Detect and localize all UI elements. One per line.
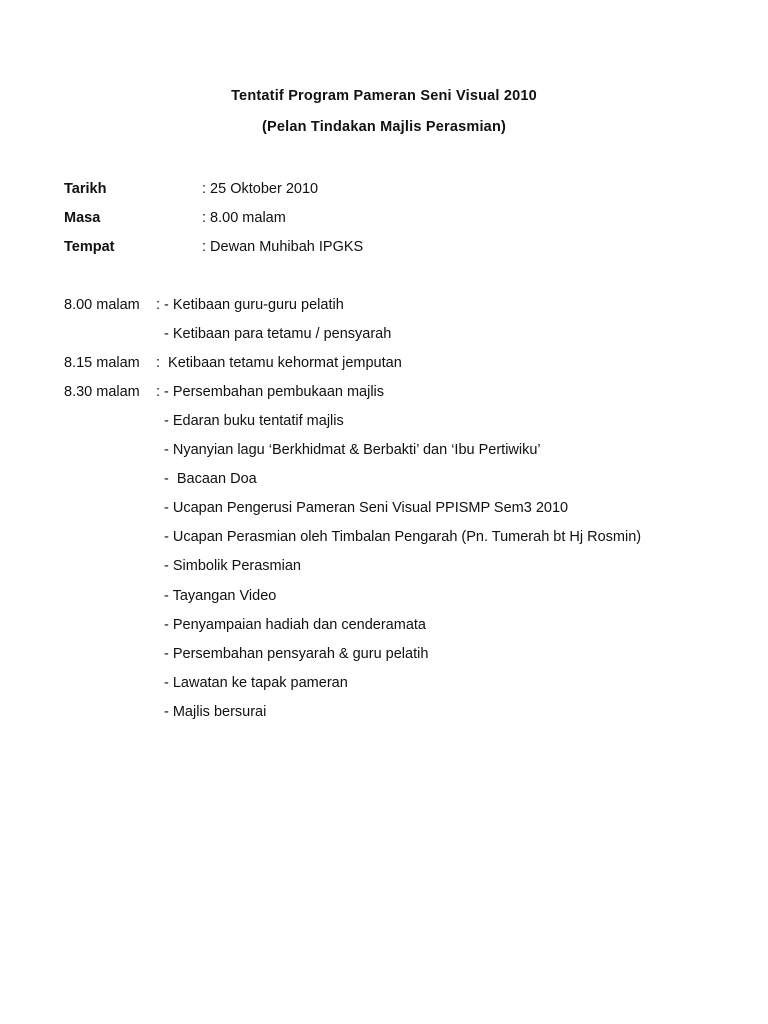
info-label: Tempat	[64, 239, 115, 255]
document-subtitle: (Pelan Tindakan Majlis Perasmian)	[261, 119, 507, 135]
schedule-item: - Ucapan Perasmian oleh Timbalan Pengarah (Pn. Tumerah bt Hj Rosmin)	[164, 529, 642, 546]
schedule-item: - Ucapan Pengerusi Pameran Seni Visual PPISMP Sem3 2010	[164, 500, 569, 517]
schedule-item: - Simbolik Perasmian	[164, 558, 301, 575]
schedule-colon: :	[156, 384, 161, 401]
schedule-colon: :	[156, 297, 161, 313]
info-label: Masa	[64, 210, 101, 226]
schedule-item: - Tayangan Video	[164, 587, 277, 604]
schedule-time: 8.00 malam	[64, 297, 140, 313]
document-title: Tentatif Program Pameran Seni Visual 2010	[231, 88, 537, 104]
schedule-item: - Bacaan Doa	[164, 471, 257, 488]
schedule-item: - Lawatan ke tapak pameran	[164, 674, 348, 691]
schedule-item: - Persembahan pembukaan majlis	[164, 384, 385, 401]
schedule-item: Ketibaan tetamu kehormat jemputan	[164, 355, 402, 372]
schedule-item: - Majlis bersurai	[164, 703, 267, 720]
schedule-item: - Edaran buku tentatif majlis	[164, 413, 344, 430]
info-value: : 25 Oktober 2010	[202, 181, 319, 197]
schedule-item: - Penyampaian hadiah dan cenderamata	[164, 616, 426, 633]
info-label: Tarikh	[64, 181, 107, 197]
schedule-time: 8.15 malam	[64, 355, 140, 372]
schedule-item: - Persembahan pensyarah & guru pelatih	[164, 645, 429, 662]
info-value: : 8.00 malam	[202, 210, 286, 226]
info-value: : Dewan Muhibah IPGKS	[202, 239, 364, 255]
schedule-item: - Ketibaan para tetamu / pensyarah	[164, 326, 392, 343]
schedule-colon: :	[156, 355, 161, 372]
schedule-item: - Nyanyian lagu ‘Berkhidmat & Berbakti’ dan ‘Ibu Pertiwiku’	[164, 442, 541, 459]
schedule-time: 8.30 malam	[64, 384, 140, 401]
schedule-item: - Ketibaan guru-guru pelatih	[164, 297, 344, 313]
